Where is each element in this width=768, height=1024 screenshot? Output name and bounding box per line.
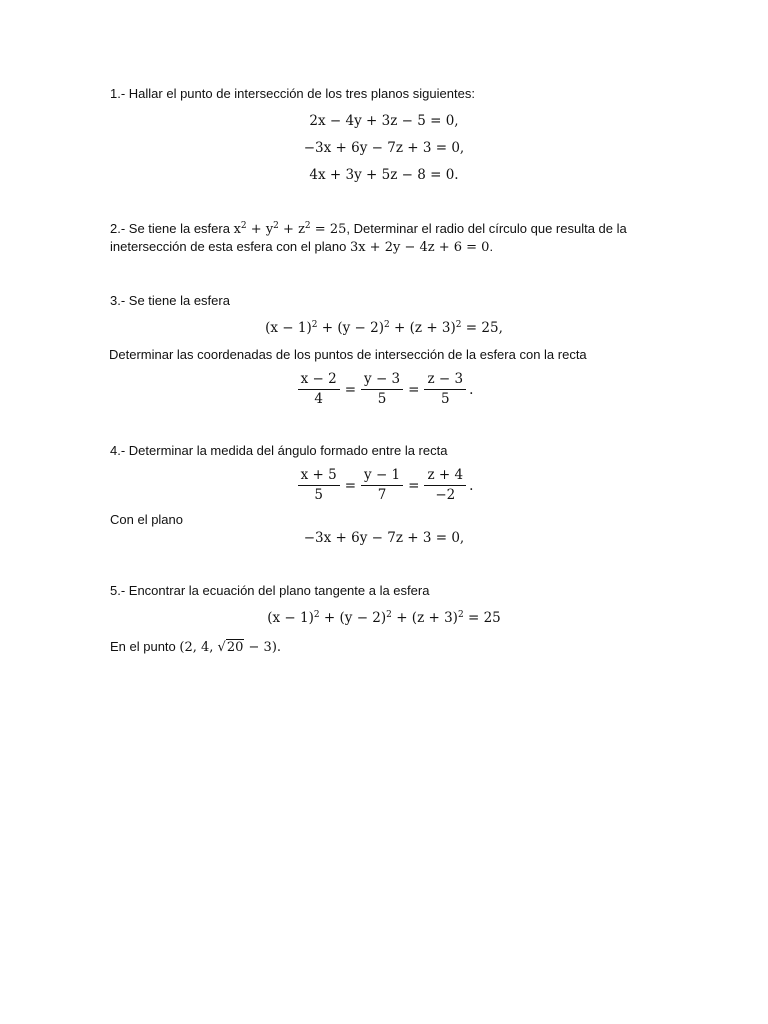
rhs: = 25, bbox=[461, 320, 503, 336]
denominator: 5 bbox=[314, 487, 323, 503]
period: . bbox=[489, 239, 494, 254]
exponent: 2 bbox=[304, 221, 311, 231]
point-open: (2, 4, bbox=[179, 640, 218, 655]
fraction bbox=[361, 371, 403, 408]
term-b: + (y − 2) bbox=[317, 320, 385, 336]
problem-5-statement: 5.- Encontrar la ecuación del plano tangente a la esfera bbox=[110, 583, 430, 598]
problem-3-statement: 3.- Se tiene la esfera bbox=[110, 293, 230, 308]
problem-3-sphere-equation bbox=[0, 319, 768, 337]
exponent: 2 bbox=[240, 221, 247, 231]
denominator: 4 bbox=[314, 391, 323, 407]
sphere-z: + z bbox=[283, 222, 305, 237]
term-a: (x − 1) bbox=[267, 610, 314, 626]
term-c: + (z + 3) bbox=[389, 320, 456, 336]
exponent: 2 bbox=[273, 221, 279, 231]
equals-sign: = bbox=[344, 477, 357, 494]
term-c: + (z + 3) bbox=[391, 610, 458, 626]
problem-1-statement: 1.- Hallar el punto de intersección de los tres planos siguientes: bbox=[110, 86, 475, 101]
problem-4-line-equation bbox=[0, 467, 768, 504]
equals-sign: = bbox=[408, 477, 420, 494]
fraction bbox=[424, 467, 466, 504]
period: . bbox=[469, 381, 474, 398]
problem-4-statement: 4.- Determinar la medida del ángulo formado entre la recta bbox=[110, 443, 448, 458]
exponent: 2 bbox=[384, 320, 390, 330]
point-label: En el punto bbox=[110, 639, 180, 654]
problem-5-point bbox=[110, 638, 281, 657]
problem-2-line-2 bbox=[110, 238, 493, 257]
period: . bbox=[469, 477, 474, 494]
exponent: 2 bbox=[457, 610, 464, 620]
fraction bbox=[361, 467, 403, 504]
sphere-x: x bbox=[233, 222, 241, 237]
exponent: 2 bbox=[455, 320, 462, 330]
term-b: + (y − 2) bbox=[319, 610, 387, 626]
fraction bbox=[298, 371, 340, 408]
exponent: 2 bbox=[386, 610, 392, 620]
equals-sign: = bbox=[408, 381, 420, 398]
numerator: x − 2 bbox=[298, 371, 340, 390]
numerator: y − 3 bbox=[361, 371, 403, 390]
problem-5-sphere-equation bbox=[0, 609, 768, 627]
plane-equation: 3x + 2y − 4z + 6 = 0 bbox=[349, 240, 490, 255]
radical-sign: √ bbox=[217, 640, 226, 655]
problem-1-equation-2: −3x + 6y − 7z + 3 = 0, bbox=[303, 140, 465, 156]
numerator: y − 1 bbox=[361, 467, 403, 486]
sphere-y: + y bbox=[250, 222, 274, 237]
problem-2-line-1 bbox=[110, 220, 627, 239]
exponent: 2 bbox=[311, 320, 318, 330]
problem-4-plane-equation: −3x + 6y − 7z + 3 = 0, bbox=[303, 530, 465, 546]
problem-2-text-a: 2.- Se tiene la esfera bbox=[110, 221, 234, 236]
radicand: 20 bbox=[226, 640, 244, 655]
problem-4-plane-label: Con el plano bbox=[110, 512, 183, 527]
problem-1-equation-3: 4x + 3y + 5z − 8 = 0. bbox=[309, 167, 459, 183]
rhs: = 25 bbox=[463, 610, 501, 626]
term-a: (x − 1) bbox=[265, 320, 312, 336]
equals-sign: = bbox=[344, 381, 357, 398]
fraction bbox=[424, 371, 466, 408]
numerator: x + 5 bbox=[298, 467, 340, 486]
numerator: z + 4 bbox=[424, 467, 466, 486]
problem-3-text: Determinar las coordenadas de los puntos de intersección de la esfera con la recta bbox=[109, 347, 587, 362]
sphere-rhs: = 25 bbox=[314, 222, 347, 237]
denominator: 7 bbox=[377, 487, 387, 503]
point-coordinates bbox=[179, 640, 281, 655]
point-close: − 3). bbox=[244, 640, 282, 655]
square-root bbox=[218, 639, 245, 657]
problem-3-line-equation bbox=[0, 371, 768, 408]
problem-2-text-c: inetersección de esta esfera con el plano bbox=[110, 239, 350, 254]
denominator: 5 bbox=[377, 391, 387, 407]
problem-2-text-b: , Determinar el radio del círculo que resulta de la bbox=[346, 221, 627, 236]
numerator: z − 3 bbox=[424, 371, 466, 390]
denominator: 5 bbox=[440, 391, 450, 407]
problem-1-equation-1: 2x − 4y + 3z − 5 = 0, bbox=[309, 113, 459, 129]
exponent: 2 bbox=[313, 610, 320, 620]
fraction bbox=[298, 467, 340, 504]
denominator: −2 bbox=[435, 487, 456, 503]
sphere-equation bbox=[234, 222, 347, 237]
